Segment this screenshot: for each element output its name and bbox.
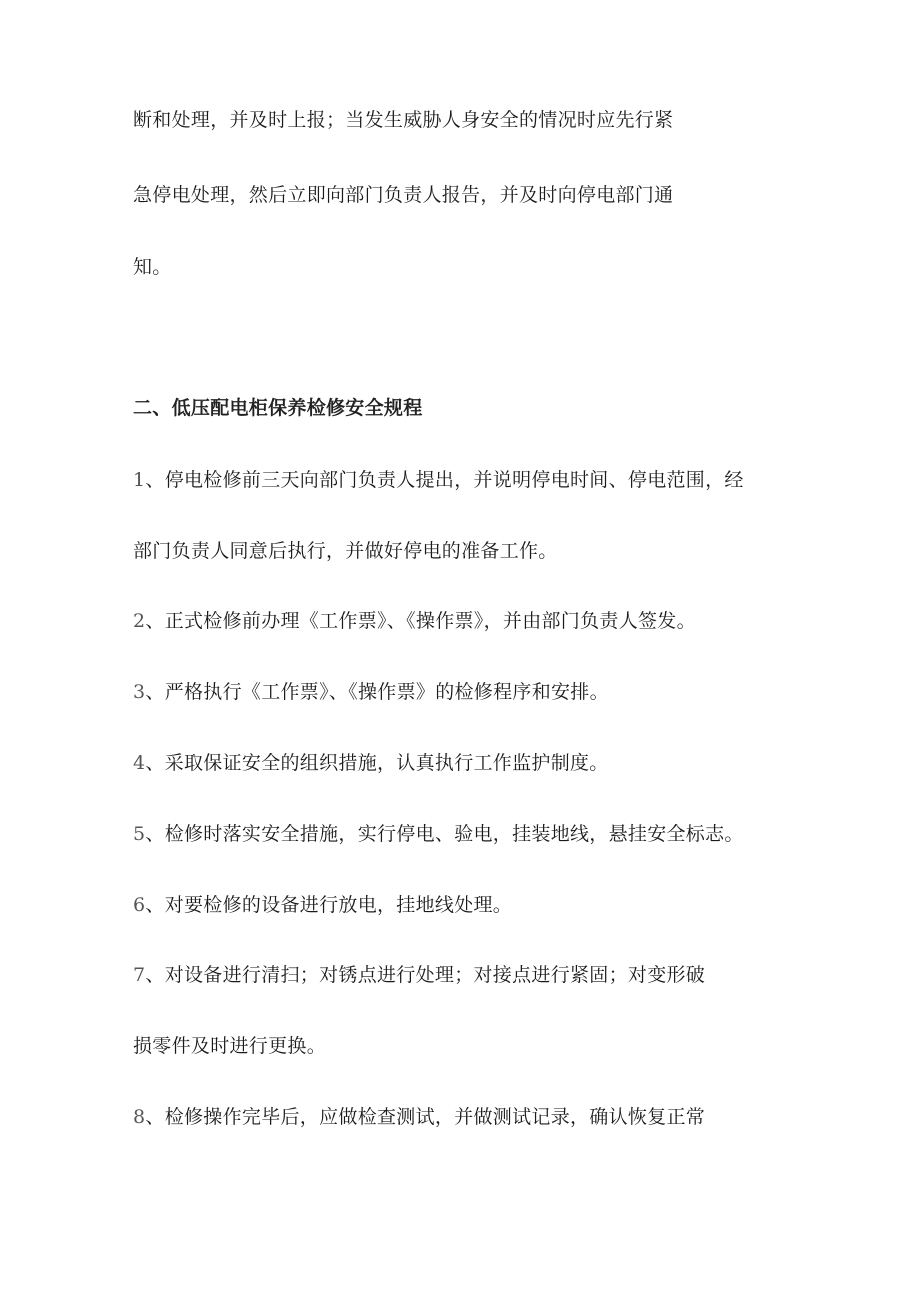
- item-text: 、正式检修前办理《工作票》、《操作票》，并由部门负责人签发。: [145, 610, 696, 632]
- paragraph-line: 部门负责人同意后执行，并做好停电的准备工作。: [133, 540, 558, 562]
- item-text: 、停电检修前三天向部门负责人提出，并说明停电时间、停电范围，经: [145, 469, 744, 491]
- paragraph-line: 断和处理，并及时上报；当发生威胁人身安全的情况时应先行紧: [133, 109, 674, 131]
- list-item: [133, 751, 609, 775]
- list-item: [133, 468, 744, 492]
- item-text: 、检修时落实安全措施，实行停电、验电，挂装地线，悬挂安全标志。: [145, 823, 744, 845]
- item-text: 、检修操作完毕后，应做检查测试，并做测试记录，确认恢复正常: [145, 1106, 706, 1128]
- item-number: 4: [133, 752, 146, 774]
- item-number: 6: [133, 894, 146, 916]
- paragraph-line: 损零件及时进行更换。: [133, 1035, 327, 1057]
- list-item: [133, 963, 705, 987]
- item-number: 2: [133, 610, 146, 632]
- item-text: 、对要检修的设备进行放电，挂地线处理。: [145, 894, 513, 916]
- item-number: 1: [133, 469, 146, 491]
- item-text: 、采取保证安全的组织措施，认真执行工作监护制度。: [145, 752, 609, 774]
- item-number: 7: [133, 964, 146, 986]
- item-number: 8: [133, 1106, 146, 1128]
- item-number: 3: [133, 681, 146, 703]
- list-item: [133, 609, 696, 633]
- section-heading: 二、低压配电柜保养检修安全规程: [133, 397, 423, 419]
- list-item: [133, 822, 744, 846]
- item-number: 5: [133, 823, 146, 845]
- list-item: [133, 680, 609, 704]
- paragraph-line: 知。: [133, 256, 172, 278]
- item-text: 、对设备进行清扫；对锈点进行处理；对接点进行紧固；对变形破: [145, 964, 706, 986]
- item-text: 、严格执行《工作票》、《操作票》的检修程序和安排。: [145, 681, 609, 703]
- paragraph-line: 急停电处理，然后立即向部门负责人报告，并及时向停电部门通: [133, 184, 674, 206]
- list-item: [133, 893, 512, 917]
- list-item: [133, 1105, 705, 1129]
